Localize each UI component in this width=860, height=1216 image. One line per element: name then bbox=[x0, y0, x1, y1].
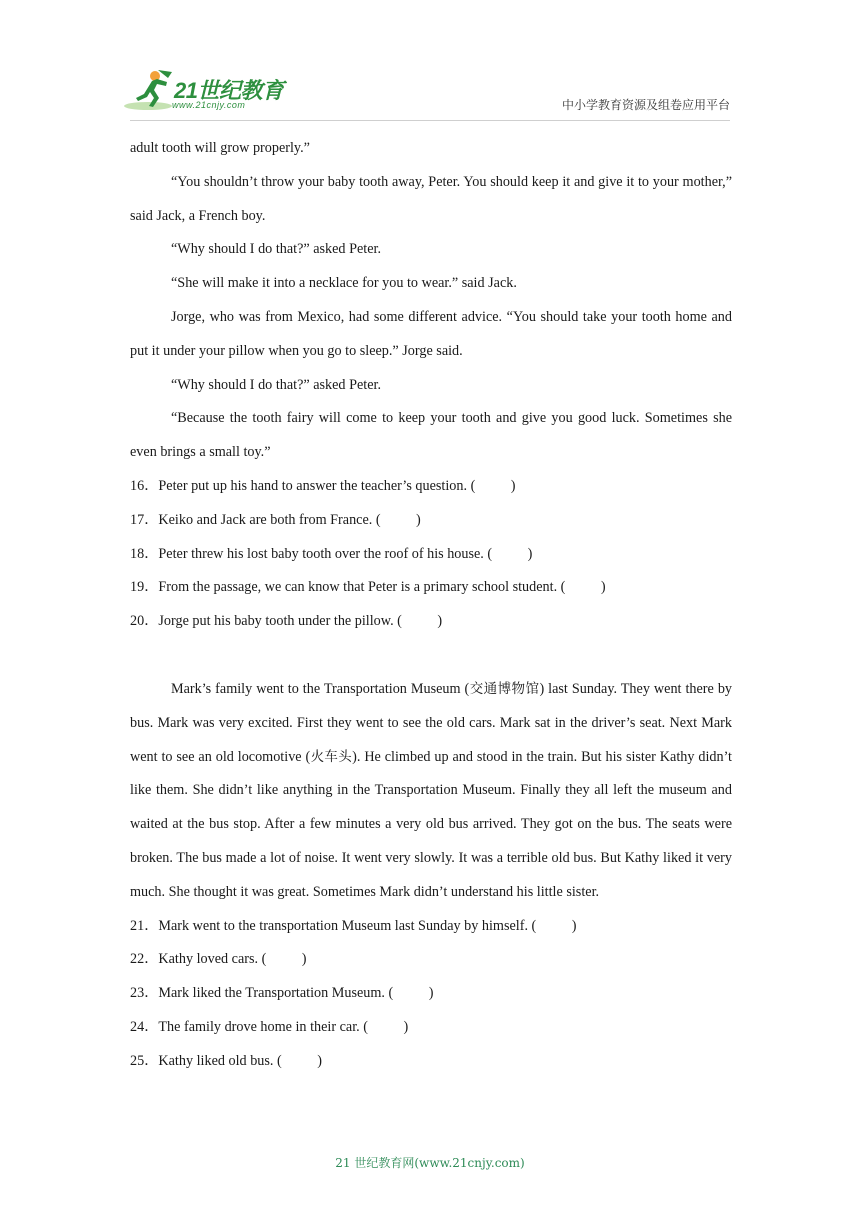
question-text: Mark liked the Transportation Museum. ( ) bbox=[158, 985, 434, 1002]
question-text: Mark went to the transportation Museum last Sunday by himself. ( ) bbox=[158, 917, 577, 934]
runner-logo-icon bbox=[122, 68, 174, 114]
question-text: Peter threw his lost baby tooth over the roof of his house. ( ) bbox=[158, 545, 533, 562]
question-item bbox=[130, 605, 732, 639]
questions-21-25 bbox=[130, 910, 732, 1079]
page-footer: 21 世纪教育网(www.21cnjy.com) bbox=[335, 1156, 525, 1170]
page-header bbox=[0, 0, 860, 125]
question-text: Kathy loved cars. ( ) bbox=[158, 951, 307, 968]
question-item bbox=[130, 571, 732, 605]
header-platform-text: 中小学教育资源及组卷应用平台 bbox=[561, 98, 730, 112]
questions-16-20 bbox=[130, 470, 732, 639]
question-number: 25． bbox=[130, 1052, 159, 1069]
question-item bbox=[130, 538, 732, 572]
passage-paragraph: “Why should I do that?” asked Peter. bbox=[171, 376, 381, 393]
question-text: Jorge put his baby tooth under the pillow. ( ) bbox=[158, 613, 443, 630]
question-text: Peter put up his hand to answer the teacher’s question. ( ) bbox=[158, 477, 516, 494]
passage-2-cn2: 火车头 bbox=[310, 748, 353, 765]
logo-text: 21世纪教育 bbox=[174, 78, 284, 103]
question-text: Kathy liked old bus. ( ) bbox=[158, 1052, 322, 1069]
question-item bbox=[130, 1011, 732, 1045]
passage-2-paragraph bbox=[130, 673, 732, 910]
question-number: 17． bbox=[130, 511, 159, 528]
question-item bbox=[130, 504, 732, 538]
logo-url: www.21cnjy.com bbox=[172, 100, 246, 110]
question-item bbox=[130, 943, 732, 977]
section-gap bbox=[130, 639, 732, 673]
question-item bbox=[130, 977, 732, 1011]
question-number: 24． bbox=[130, 1018, 159, 1035]
passage-paragraph: “Why should I do that?” asked Peter. bbox=[171, 241, 381, 258]
passage-2-seg3: ). He climbed up and stood in the train. But his sister Kathy didn’t like them. She didn’t like anything in the Transportation Museum. Finally they all left the museum and waited at the bus stop. After a few minutes a very old bus arrived. They got on the bus. The seats were broken. The bus made a lot of noise. It went very slowly. It was a terrible old bus. But Kathy liked it very much. She thought it was great. Sometimes Mark didn’t understand his little sister. bbox=[130, 748, 733, 900]
question-number: 19． bbox=[130, 579, 159, 596]
question-text: The family drove home in their car. ( ) bbox=[158, 1018, 409, 1035]
question-text: From the passage, we can know that Peter is a primary school student. ( ) bbox=[158, 579, 606, 596]
logo bbox=[122, 68, 292, 114]
passage-paragraph: “She will make it into a necklace for you to wear.” said Jack. bbox=[171, 275, 517, 292]
question-number: 16． bbox=[130, 477, 159, 494]
header-divider bbox=[130, 120, 730, 121]
question-number: 18． bbox=[130, 545, 159, 562]
passage-paragraph: “You shouldn’t throw your baby tooth away, Peter. You should keep it and give it to your mother,” said Jack, a French boy. bbox=[130, 173, 732, 224]
question-item bbox=[130, 1045, 732, 1079]
question-text: Keiko and Jack are both from France. ( ) bbox=[158, 511, 421, 528]
question-number: 21． bbox=[130, 917, 159, 934]
passage-paragraph: Jorge, who was from Mexico, had some different advice. “You should take your tooth home and put it under your pillow when you go to sleep.” Jorge said. bbox=[130, 308, 732, 359]
question-item bbox=[130, 470, 732, 504]
passage-2-cn1: 交通博物馆 bbox=[469, 680, 540, 697]
passage-paragraph: “Because the tooth fairy will come to keep your tooth and give you good luck. Sometimes she even brings a small toy.” bbox=[130, 410, 732, 461]
passage-1 bbox=[130, 132, 732, 470]
question-number: 22． bbox=[130, 951, 159, 968]
passage-paragraph: adult tooth will grow properly.” bbox=[130, 140, 310, 156]
question-number: 20． bbox=[130, 613, 159, 630]
passage-2-seg2: ) last Sunday. They went there by bus. Mark was very excited. First they went to see the old cars. Mark sat in the driver’s seat. Next Mark went to see an old locomotive ( bbox=[130, 680, 733, 765]
question-number: 23． bbox=[130, 985, 159, 1002]
passage-2-seg1: Mark’s family went to the Transportation Museum ( bbox=[171, 680, 470, 697]
document-body bbox=[130, 132, 732, 1079]
question-item bbox=[130, 910, 732, 944]
